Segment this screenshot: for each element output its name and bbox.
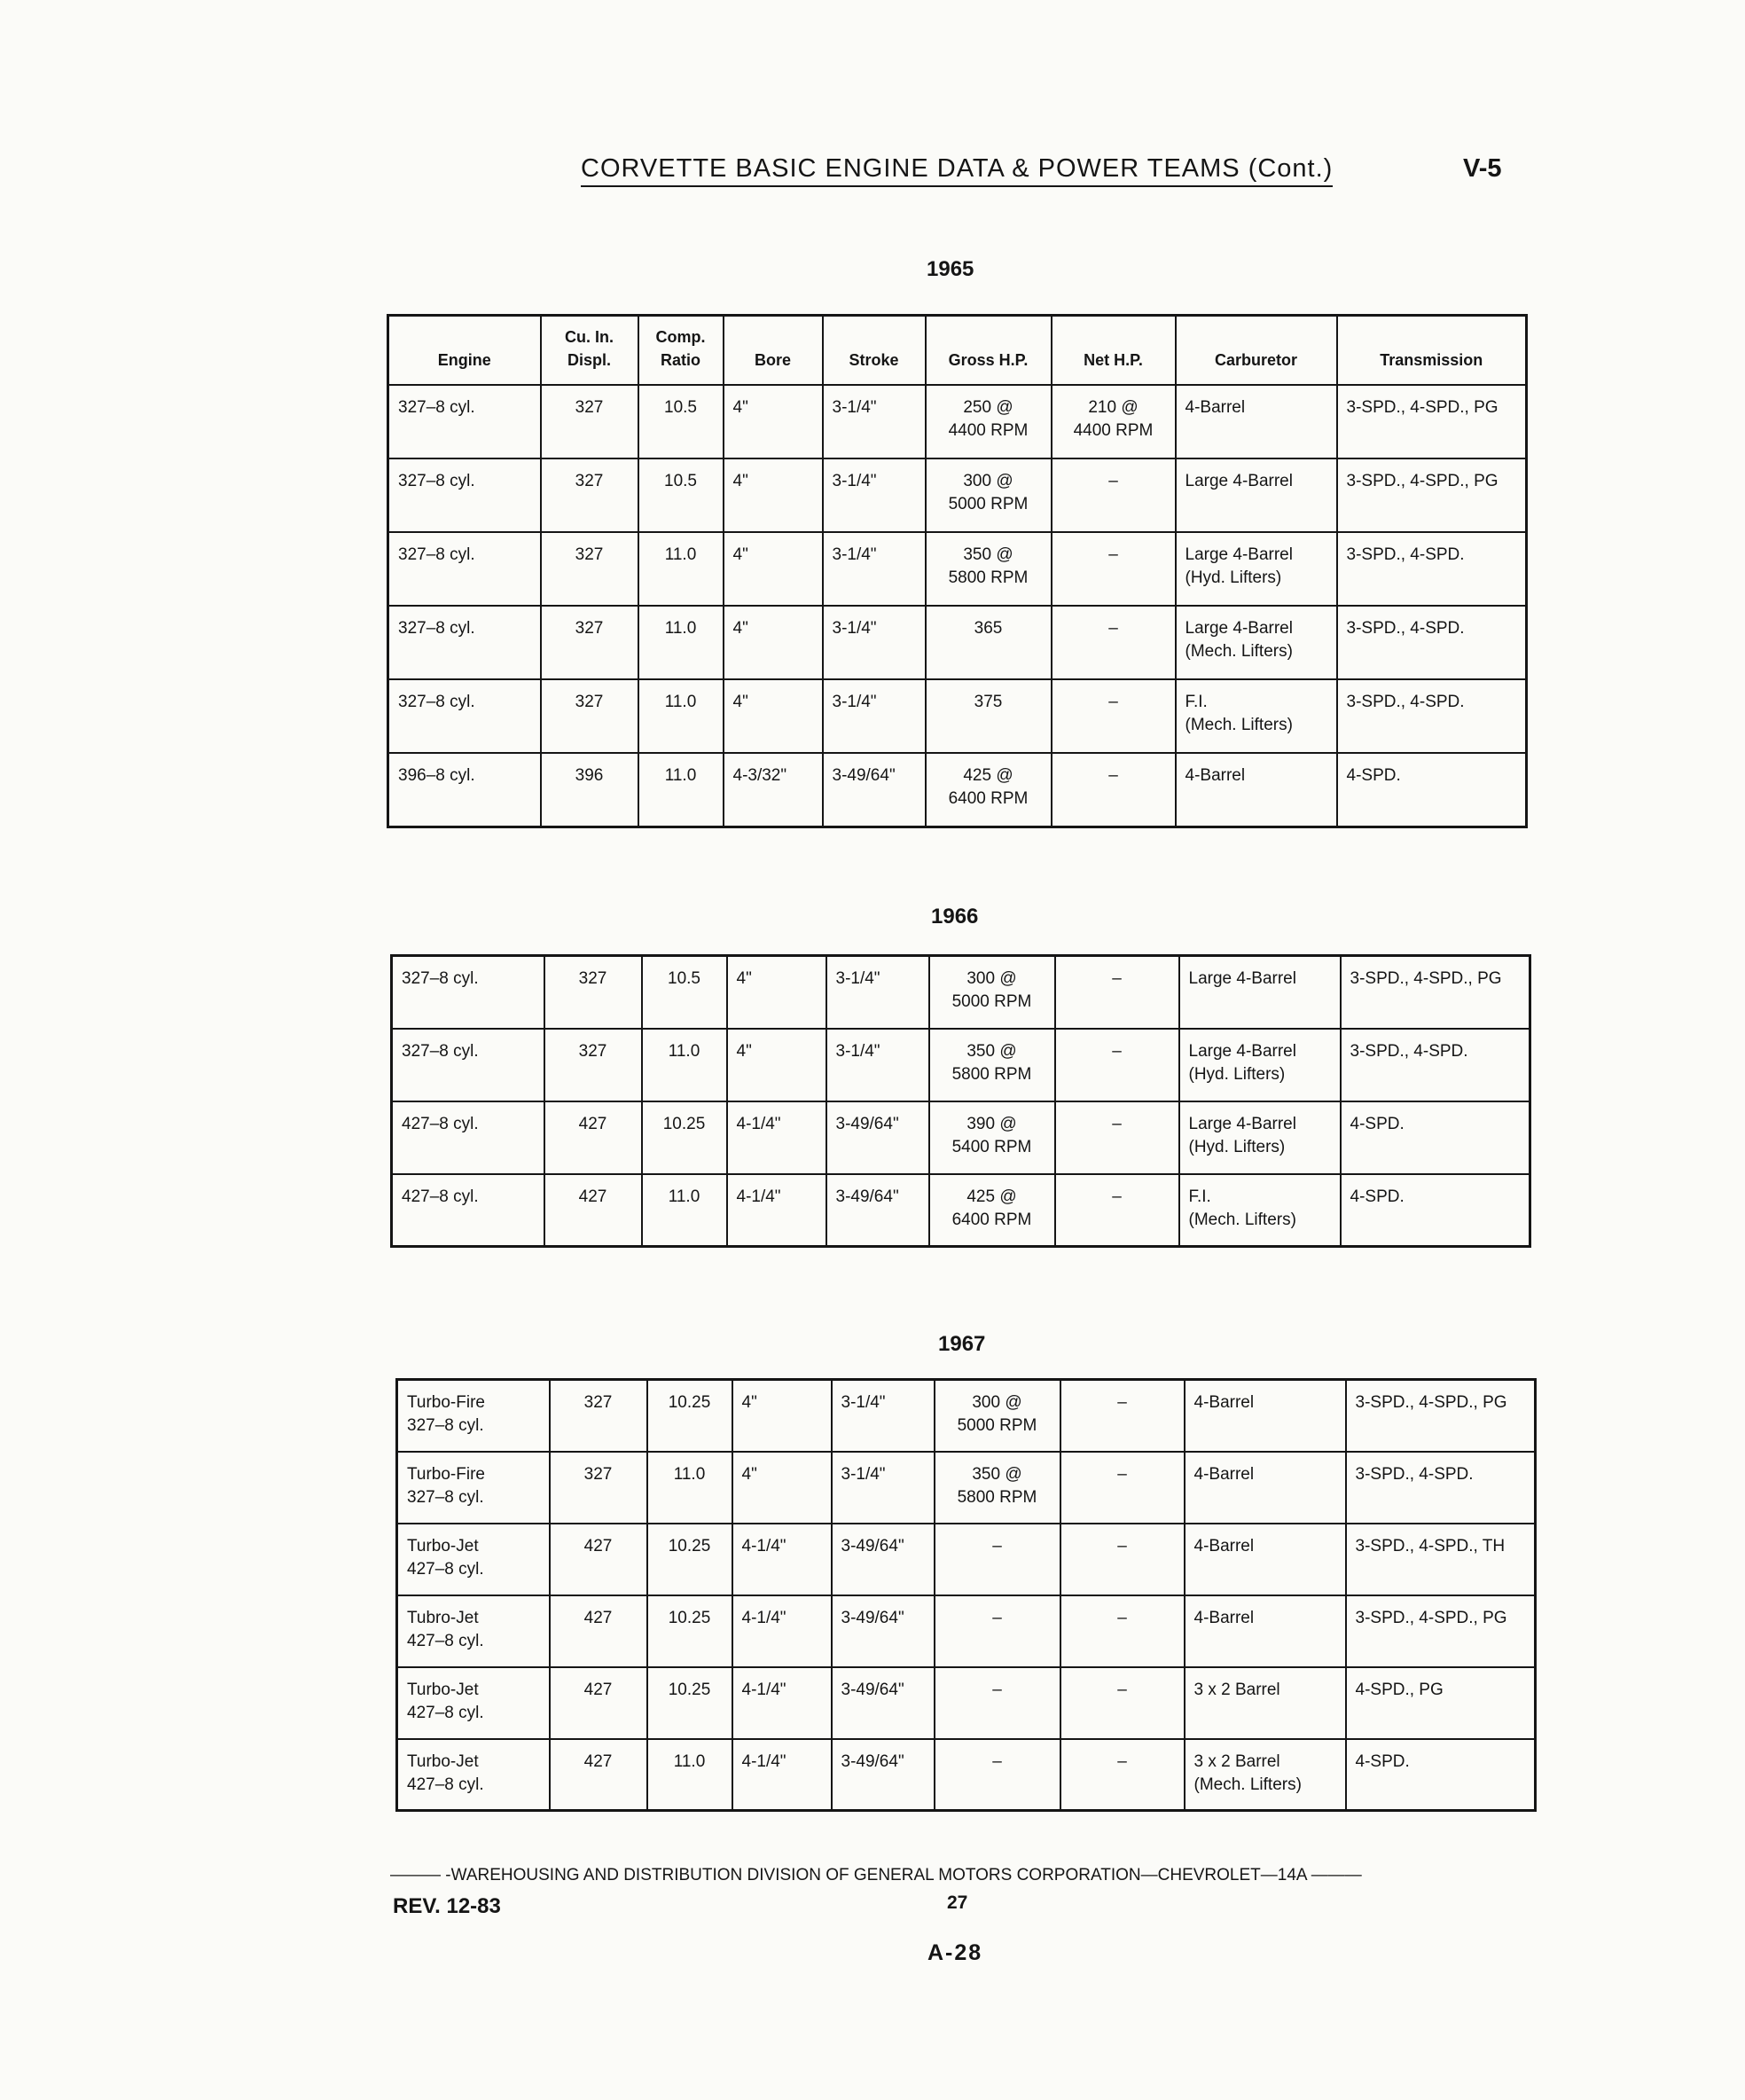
transmission-cell: 3-SPD., 4-SPD., PG	[1341, 956, 1530, 1029]
carburetor-cell: 4-Barrel	[1176, 385, 1337, 458]
column-header: Gross H.P.	[926, 316, 1052, 386]
column-header: Stroke	[823, 316, 926, 386]
displacement-cell: 327	[544, 1029, 642, 1101]
bore-cell: 4"	[724, 606, 823, 679]
table-row	[397, 1667, 1536, 1739]
bore-cell: 4"	[724, 532, 823, 606]
table-row	[392, 956, 1530, 1029]
net-hp-cell: –	[1060, 1739, 1185, 1811]
displacement-cell: 327	[541, 606, 638, 679]
column-header: Carburetor	[1176, 316, 1337, 386]
gross-hp-cell: 350 @ 5800 RPM	[929, 1029, 1055, 1101]
table-row	[388, 606, 1527, 679]
net-hp-cell: –	[1055, 1029, 1179, 1101]
carburetor-cell: Large 4-Barrel (Hyd. Lifters)	[1179, 1029, 1341, 1101]
displacement-cell: 327	[550, 1380, 647, 1452]
table-row	[388, 458, 1527, 532]
bore-cell: 4-1/4"	[732, 1667, 832, 1739]
compression-cell: 11.0	[638, 606, 724, 679]
bore-cell: 4"	[724, 679, 823, 753]
engine-table-1966	[390, 954, 1531, 1248]
carburetor-cell: 4-Barrel	[1176, 753, 1337, 827]
column-header: Comp. Ratio	[638, 316, 724, 386]
compression-cell: 11.0	[638, 679, 724, 753]
engine-cell: 327–8 cyl.	[388, 532, 541, 606]
transmission-cell: 3-SPD., 4-SPD., PG	[1337, 385, 1527, 458]
engine-table-1967	[395, 1378, 1537, 1812]
gross-hp-cell: 375	[926, 679, 1052, 753]
carburetor-cell: 4-Barrel	[1185, 1380, 1346, 1452]
bore-cell: 4"	[732, 1452, 832, 1524]
table-row	[388, 385, 1527, 458]
carburetor-cell: 4-Barrel	[1185, 1595, 1346, 1667]
compression-cell: 11.0	[642, 1029, 727, 1101]
displacement-cell: 327	[544, 956, 642, 1029]
transmission-cell: 3-SPD., 4-SPD.	[1337, 679, 1527, 753]
table-row	[388, 679, 1527, 753]
displacement-cell: 427	[550, 1524, 647, 1595]
displacement-cell: 427	[550, 1595, 647, 1667]
net-hp-cell: –	[1052, 458, 1176, 532]
transmission-cell: 3-SPD., 4-SPD.	[1341, 1029, 1530, 1101]
net-hp-cell: –	[1052, 532, 1176, 606]
transmission-cell: 4-SPD.	[1346, 1739, 1536, 1811]
bore-cell: 4"	[724, 458, 823, 532]
year-heading-1967: 1967	[938, 1332, 986, 1356]
engine-cell: 427–8 cyl.	[392, 1174, 544, 1247]
stroke-cell: 3-1/4"	[823, 679, 926, 753]
net-hp-cell: –	[1060, 1595, 1185, 1667]
engine-cell: 427–8 cyl.	[392, 1101, 544, 1174]
compression-cell: 11.0	[642, 1174, 727, 1247]
stroke-cell: 3-49/64"	[832, 1667, 935, 1739]
net-hp-cell: –	[1052, 679, 1176, 753]
transmission-cell: 3-SPD., 4-SPD., PG	[1346, 1380, 1536, 1452]
gross-hp-cell: 300 @ 5000 RPM	[929, 956, 1055, 1029]
revision-label: REV. 12-83	[393, 1894, 501, 1918]
net-hp-cell: –	[1060, 1452, 1185, 1524]
bore-cell: 4"	[727, 1029, 826, 1101]
stroke-cell: 3-1/4"	[826, 1029, 929, 1101]
page-title: CORVETTE BASIC ENGINE DATA & POWER TEAMS (Cont.)	[581, 154, 1333, 187]
transmission-cell: 3-SPD., 4-SPD.	[1337, 606, 1527, 679]
gross-hp-cell: 365	[926, 606, 1052, 679]
stroke-cell: 3-1/4"	[823, 385, 926, 458]
stroke-cell: 3-49/64"	[832, 1524, 935, 1595]
bore-cell: 4-1/4"	[732, 1739, 832, 1811]
displacement-cell: 327	[550, 1452, 647, 1524]
displacement-cell: 427	[550, 1739, 647, 1811]
transmission-cell: 3-SPD., 4-SPD., PG	[1346, 1595, 1536, 1667]
stroke-cell: 3-49/64"	[826, 1101, 929, 1174]
compression-cell: 11.0	[638, 753, 724, 827]
net-hp-cell: –	[1060, 1524, 1185, 1595]
displacement-cell: 327	[541, 458, 638, 532]
engine-cell: 327–8 cyl.	[388, 458, 541, 532]
gross-hp-cell: 390 @ 5400 RPM	[929, 1101, 1055, 1174]
transmission-cell: 4-SPD.	[1341, 1101, 1530, 1174]
carburetor-cell: F.I. (Mech. Lifters)	[1176, 679, 1337, 753]
table-row	[392, 1101, 1530, 1174]
table-row	[392, 1029, 1530, 1101]
carburetor-cell: Large 4-Barrel (Mech. Lifters)	[1176, 606, 1337, 679]
transmission-cell: 3-SPD., 4-SPD.	[1346, 1452, 1536, 1524]
transmission-cell: 3-SPD., 4-SPD., TH	[1346, 1524, 1536, 1595]
net-hp-cell: –	[1055, 1101, 1179, 1174]
table-row	[397, 1380, 1536, 1452]
gross-hp-cell: –	[935, 1739, 1060, 1811]
displacement-cell: 327	[541, 532, 638, 606]
footer-line: ——— -WAREHOUSING AND DISTRIBUTION DIVISION OF GENERAL MOTORS CORPORATION—CHEVROLET—14A ———	[390, 1866, 1362, 1885]
stroke-cell: 3-49/64"	[832, 1595, 935, 1667]
net-hp-cell: –	[1060, 1667, 1185, 1739]
engine-cell: 396–8 cyl.	[388, 753, 541, 827]
table-row	[392, 1174, 1530, 1247]
gross-hp-cell: –	[935, 1524, 1060, 1595]
carburetor-cell: Large 4-Barrel	[1179, 956, 1341, 1029]
page-code: V-5	[1463, 154, 1502, 183]
stroke-cell: 3-49/64"	[823, 753, 926, 827]
stroke-cell: 3-1/4"	[823, 458, 926, 532]
displacement-cell: 427	[544, 1101, 642, 1174]
bore-cell: 4-1/4"	[732, 1524, 832, 1595]
compression-cell: 10.25	[647, 1667, 732, 1739]
bore-cell: 4-1/4"	[727, 1101, 826, 1174]
displacement-cell: 427	[544, 1174, 642, 1247]
net-hp-cell: –	[1055, 956, 1179, 1029]
compression-cell: 11.0	[647, 1452, 732, 1524]
carburetor-cell: Large 4-Barrel	[1176, 458, 1337, 532]
carburetor-cell: F.I. (Mech. Lifters)	[1179, 1174, 1341, 1247]
table-row	[388, 753, 1527, 827]
carburetor-cell: 4-Barrel	[1185, 1524, 1346, 1595]
net-hp-cell: 210 @ 4400 RPM	[1052, 385, 1176, 458]
column-header: Transmission	[1337, 316, 1527, 386]
net-hp-cell: –	[1052, 606, 1176, 679]
compression-cell: 10.25	[647, 1524, 732, 1595]
compression-cell: 10.5	[638, 385, 724, 458]
table-row	[397, 1739, 1536, 1811]
gross-hp-cell: 350 @ 5800 RPM	[935, 1452, 1060, 1524]
gross-hp-cell: 300 @ 5000 RPM	[926, 458, 1052, 532]
stroke-cell: 3-49/64"	[832, 1739, 935, 1811]
year-heading-1965: 1965	[927, 257, 974, 281]
displacement-cell: 327	[541, 385, 638, 458]
gross-hp-cell: 425 @ 6400 RPM	[929, 1174, 1055, 1247]
displacement-cell: 427	[550, 1667, 647, 1739]
column-header: Net H.P.	[1052, 316, 1176, 386]
table-row	[397, 1452, 1536, 1524]
compression-cell: 10.5	[642, 956, 727, 1029]
bore-cell: 4-1/4"	[727, 1174, 826, 1247]
gross-hp-cell: 300 @ 5000 RPM	[935, 1380, 1060, 1452]
appendix-label: A-28	[927, 1940, 983, 1965]
engine-cell: 327–8 cyl.	[388, 385, 541, 458]
bore-cell: 4"	[732, 1380, 832, 1452]
transmission-cell: 4-SPD., PG	[1346, 1667, 1536, 1739]
carburetor-cell: Large 4-Barrel (Hyd. Lifters)	[1179, 1101, 1341, 1174]
carburetor-cell: 3 x 2 Barrel	[1185, 1667, 1346, 1739]
engine-cell: Tubro-Jet 427–8 cyl.	[397, 1595, 550, 1667]
carburetor-cell: 3 x 2 Barrel (Mech. Lifters)	[1185, 1739, 1346, 1811]
table-row	[388, 532, 1527, 606]
year-heading-1966: 1966	[931, 905, 979, 929]
compression-cell: 11.0	[638, 532, 724, 606]
engine-cell: Turbo-Jet 427–8 cyl.	[397, 1739, 550, 1811]
transmission-cell: 4-SPD.	[1341, 1174, 1530, 1247]
compression-cell: 11.0	[647, 1739, 732, 1811]
net-hp-cell: –	[1052, 753, 1176, 827]
gross-hp-cell: 425 @ 6400 RPM	[926, 753, 1052, 827]
engine-cell: 327–8 cyl.	[392, 956, 544, 1029]
table-row	[397, 1595, 1536, 1667]
column-header: Engine	[388, 316, 541, 386]
page-number: 27	[947, 1892, 968, 1913]
engine-cell: Turbo-Jet 427–8 cyl.	[397, 1667, 550, 1739]
gross-hp-cell: –	[935, 1667, 1060, 1739]
displacement-cell: 327	[541, 679, 638, 753]
engine-cell: 327–8 cyl.	[388, 679, 541, 753]
bore-cell: 4"	[727, 956, 826, 1029]
gross-hp-cell: 350 @ 5800 RPM	[926, 532, 1052, 606]
transmission-cell: 3-SPD., 4-SPD.	[1337, 532, 1527, 606]
bore-cell: 4"	[724, 385, 823, 458]
engine-table-1965	[387, 314, 1528, 828]
compression-cell: 10.25	[647, 1595, 732, 1667]
compression-cell: 10.5	[638, 458, 724, 532]
carburetor-cell: Large 4-Barrel (Hyd. Lifters)	[1176, 532, 1337, 606]
stroke-cell: 3-1/4"	[823, 606, 926, 679]
column-header: Bore	[724, 316, 823, 386]
displacement-cell: 396	[541, 753, 638, 827]
bore-cell: 4-1/4"	[732, 1595, 832, 1667]
compression-cell: 10.25	[642, 1101, 727, 1174]
engine-cell: 327–8 cyl.	[392, 1029, 544, 1101]
carburetor-cell: 4-Barrel	[1185, 1452, 1346, 1524]
transmission-cell: 3-SPD., 4-SPD., PG	[1337, 458, 1527, 532]
net-hp-cell: –	[1055, 1174, 1179, 1247]
table-header-row	[388, 316, 1527, 386]
stroke-cell: 3-1/4"	[826, 956, 929, 1029]
engine-cell: Turbo-Fire 327–8 cyl.	[397, 1380, 550, 1452]
engine-cell: Turbo-Fire 327–8 cyl.	[397, 1452, 550, 1524]
stroke-cell: 3-49/64"	[826, 1174, 929, 1247]
stroke-cell: 3-1/4"	[832, 1452, 935, 1524]
table-row	[397, 1524, 1536, 1595]
transmission-cell: 4-SPD.	[1337, 753, 1527, 827]
engine-cell: 327–8 cyl.	[388, 606, 541, 679]
compression-cell: 10.25	[647, 1380, 732, 1452]
net-hp-cell: –	[1060, 1380, 1185, 1452]
column-header: Cu. In. Displ.	[541, 316, 638, 386]
stroke-cell: 3-1/4"	[832, 1380, 935, 1452]
stroke-cell: 3-1/4"	[823, 532, 926, 606]
gross-hp-cell: –	[935, 1595, 1060, 1667]
gross-hp-cell: 250 @ 4400 RPM	[926, 385, 1052, 458]
bore-cell: 4-3/32"	[724, 753, 823, 827]
engine-cell: Turbo-Jet 427–8 cyl.	[397, 1524, 550, 1595]
